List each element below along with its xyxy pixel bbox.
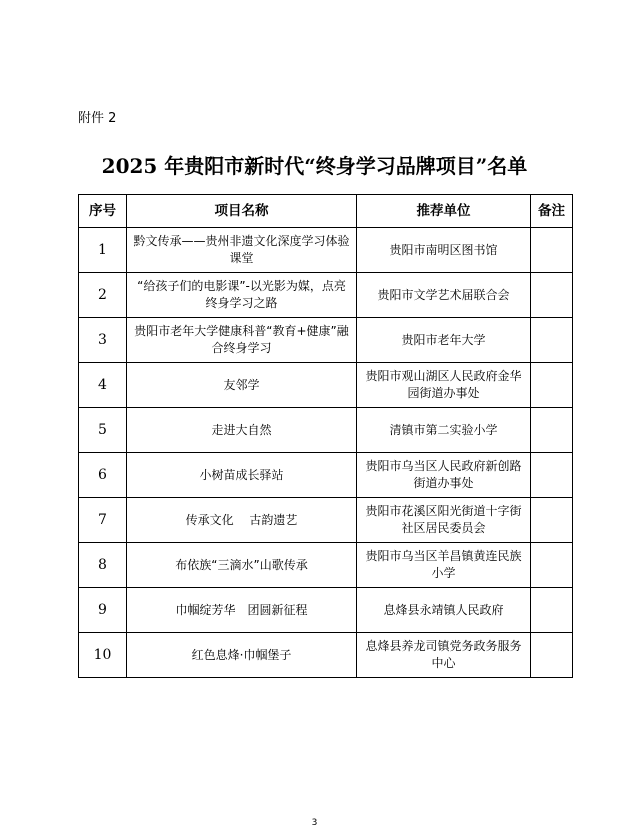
table-row bbox=[79, 363, 573, 408]
row-unit: 贵阳市文学艺术届联合会 bbox=[357, 273, 531, 318]
row-no: 7 bbox=[79, 498, 127, 543]
row-remark bbox=[531, 363, 573, 408]
row-unit: 贵阳市花溪区阳光街道十字街社区居民委员会 bbox=[357, 498, 531, 543]
table-row bbox=[79, 228, 573, 273]
row-no: 10 bbox=[79, 633, 127, 678]
row-project: 走进大自然 bbox=[127, 408, 357, 453]
table-header-row bbox=[79, 195, 573, 228]
row-no: 1 bbox=[79, 228, 127, 273]
project-list-table bbox=[78, 194, 573, 678]
table-row bbox=[79, 408, 573, 453]
row-remark bbox=[531, 318, 573, 363]
row-project: 巾帼绽芳华 团圆新征程 bbox=[127, 588, 357, 633]
table-row bbox=[79, 318, 573, 363]
row-unit: 贵阳市乌当区人民政府新创路街道办事处 bbox=[357, 453, 531, 498]
row-project: “给孩子们的电影课”-以光影为媒，点亮终身学习之路 bbox=[127, 273, 357, 318]
table-row bbox=[79, 543, 573, 588]
row-remark bbox=[531, 408, 573, 453]
row-remark bbox=[531, 633, 573, 678]
header-no: 序号 bbox=[79, 195, 127, 228]
row-project: 传承文化 古韵遗艺 bbox=[127, 498, 357, 543]
row-remark bbox=[531, 543, 573, 588]
page-number: 3 bbox=[311, 818, 318, 828]
row-no: 2 bbox=[79, 273, 127, 318]
row-unit: 贵阳市观山湖区人民政府金华园街道办事处 bbox=[357, 363, 531, 408]
table-row bbox=[79, 588, 573, 633]
row-unit: 息烽县养龙司镇党务政务服务中心 bbox=[357, 633, 531, 678]
row-project: 红色息烽·巾帼堡子 bbox=[127, 633, 357, 678]
row-remark bbox=[531, 228, 573, 273]
row-remark bbox=[531, 588, 573, 633]
row-unit: 贵阳市乌当区羊昌镇黄连民族小学 bbox=[357, 543, 531, 588]
row-no: 8 bbox=[79, 543, 127, 588]
row-no: 9 bbox=[79, 588, 127, 633]
row-remark bbox=[531, 273, 573, 318]
row-project: 布依族“三滴水”山歌传承 bbox=[127, 543, 357, 588]
row-unit: 贵阳市老年大学 bbox=[357, 318, 531, 363]
header-unit: 推荐单位 bbox=[357, 195, 531, 228]
row-no: 6 bbox=[79, 453, 127, 498]
row-project: 小树苗成长驿站 bbox=[127, 453, 357, 498]
row-project: 贵阳市老年大学健康科普“教育+健康”融合终身学习 bbox=[127, 318, 357, 363]
row-remark bbox=[531, 453, 573, 498]
row-remark bbox=[531, 498, 573, 543]
row-unit: 贵阳市南明区图书馆 bbox=[357, 228, 531, 273]
table-row bbox=[79, 453, 573, 498]
row-no: 3 bbox=[79, 318, 127, 363]
table-row bbox=[79, 633, 573, 678]
row-project: 黔文传承——贵州非遗文化深度学习体验课堂 bbox=[127, 228, 357, 273]
row-project: 友邻学 bbox=[127, 363, 357, 408]
header-project: 项目名称 bbox=[127, 195, 357, 228]
table-row bbox=[79, 498, 573, 543]
row-unit: 清镇市第二实验小学 bbox=[357, 408, 531, 453]
row-unit: 息烽县永靖镇人民政府 bbox=[357, 588, 531, 633]
header-remark: 备注 bbox=[531, 195, 573, 228]
attachment-label: 附件 2 bbox=[78, 111, 117, 126]
page-title: 2025 年贵阳市新时代“终身学习品牌项目”名单 bbox=[101, 154, 528, 178]
table-row bbox=[79, 273, 573, 318]
row-no: 5 bbox=[79, 408, 127, 453]
row-no: 4 bbox=[79, 363, 127, 408]
